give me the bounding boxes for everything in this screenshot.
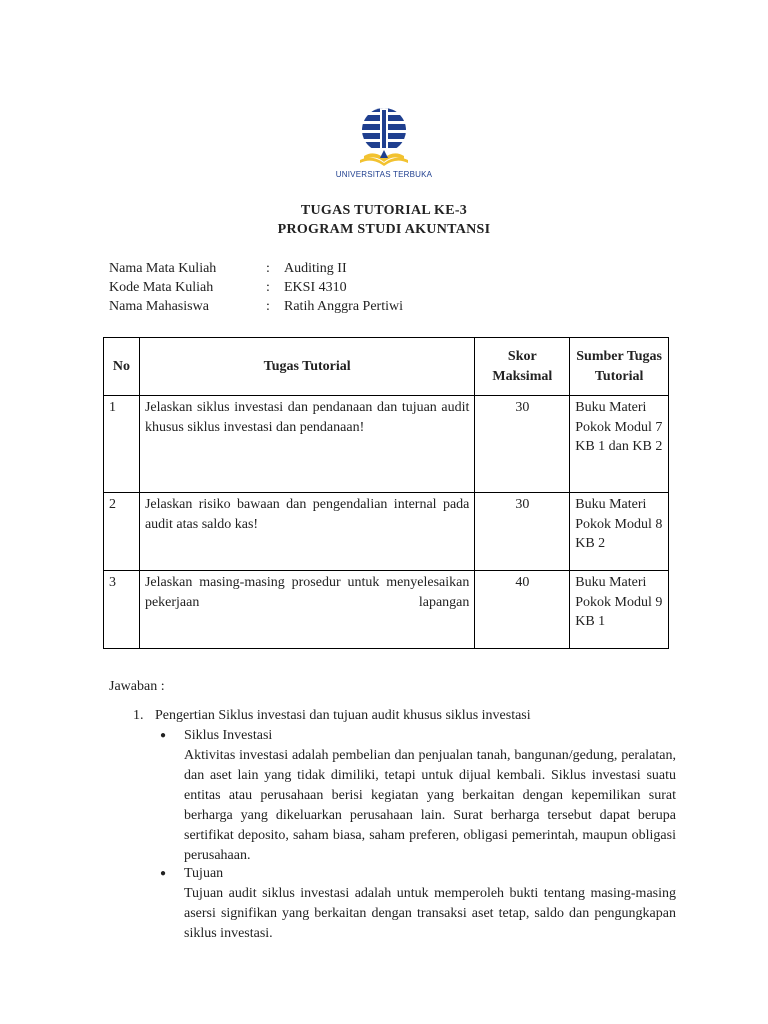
row-task-text: Jelaskan masing-masing prosedur untuk menyelesaikan pekerjaan lapangan: [144, 575, 470, 610]
row-task: [139, 571, 474, 649]
bullet-icon: ●: [160, 730, 167, 741]
row-task: Jelaskan risiko bawaan dan pengendalian internal pada audit atas saldo kas!: [139, 493, 474, 571]
universitas-terbuka-logo: [334, 100, 434, 182]
header-sumber: Sumber Tugas Tutorial: [570, 338, 669, 396]
row-no: 2: [104, 493, 140, 571]
bullet-title-tujuan: Tujuan: [184, 866, 224, 881]
bullet-icon: ●: [160, 868, 167, 879]
table-header-row: [104, 338, 669, 396]
logo-emblem-icon: [334, 100, 434, 170]
info-value: EKSI 4310: [284, 280, 347, 295]
item-number: 1.: [133, 708, 144, 723]
header-task: Tugas Tutorial: [139, 338, 474, 396]
row-no: 1: [104, 396, 140, 493]
info-label: Nama Mahasiswa: [109, 299, 209, 314]
table-row: [104, 493, 669, 571]
header-skor: Skor Maksimal: [475, 338, 570, 396]
row-task: Jelaskan siklus investasi dan pendanaan dan tujuan audit khusus siklus investasi dan pendanaan!: [139, 396, 474, 493]
row-skor: 30: [475, 493, 570, 571]
table-row: [104, 396, 669, 493]
row-sumber: Buku Materi Pokok Modul 9 KB 1: [570, 571, 669, 649]
row-sumber: Buku Materi Pokok Modul 7 KB 1 dan KB 2: [570, 396, 669, 493]
row-skor: 30: [475, 396, 570, 493]
item-heading: Pengertian Siklus investasi dan tujuan audit khusus siklus investasi: [155, 708, 531, 723]
tutorial-task-table: [103, 337, 669, 649]
info-separator: :: [266, 280, 270, 295]
header-no: No: [104, 338, 140, 396]
bullet-title-siklus: Siklus Investasi: [184, 728, 273, 743]
info-value: Ratih Anggra Pertiwi: [284, 299, 403, 314]
program-title: PROGRAM STUDI AKUNTANSI: [277, 222, 491, 237]
info-separator: :: [266, 299, 270, 314]
paragraph-tujuan: Tujuan audit siklus investasi adalah untuk memperoleh bukti tentang masing-masing asersi signifikan yang berkaitan dengan transaksi aset tetap, saldo dan pengungkapan siklus investasi.: [184, 886, 676, 941]
row-no: 3: [104, 571, 140, 649]
info-value: Auditing II: [284, 261, 347, 276]
info-label: Nama Mata Kuliah: [109, 261, 217, 276]
info-separator: :: [266, 261, 270, 276]
row-skor: 40: [475, 571, 570, 649]
logo-text: UNIVERSITAS TERBUKA: [335, 170, 433, 179]
document-title: TUGAS TUTORIAL KE-3: [300, 203, 468, 218]
table-row: [104, 571, 669, 649]
paragraph-siklus-investasi: Aktivitas investasi adalah pembelian dan penjualan tanah, bangunan/gedung, peralatan, dan aset lain yang tidak dimiliki, tetapi untuk dijual kembali. Siklus investasi suatu entitas atau perusahaan berisi kegiatan yang berkaitan dengan kepemilikan surat berharga yang dikeluarkan perusahaan lain. Surat berharga tersebut dapat berupa sertifikat deposito, saham biasa, saham preferen, obligasi pemerintah, maupun obligasi perusahaan.: [184, 748, 676, 863]
info-label: Kode Mata Kuliah: [109, 280, 214, 295]
row-sumber: Buku Materi Pokok Modul 8 KB 2: [570, 493, 669, 571]
answer-label: Jawaban :: [109, 679, 165, 694]
